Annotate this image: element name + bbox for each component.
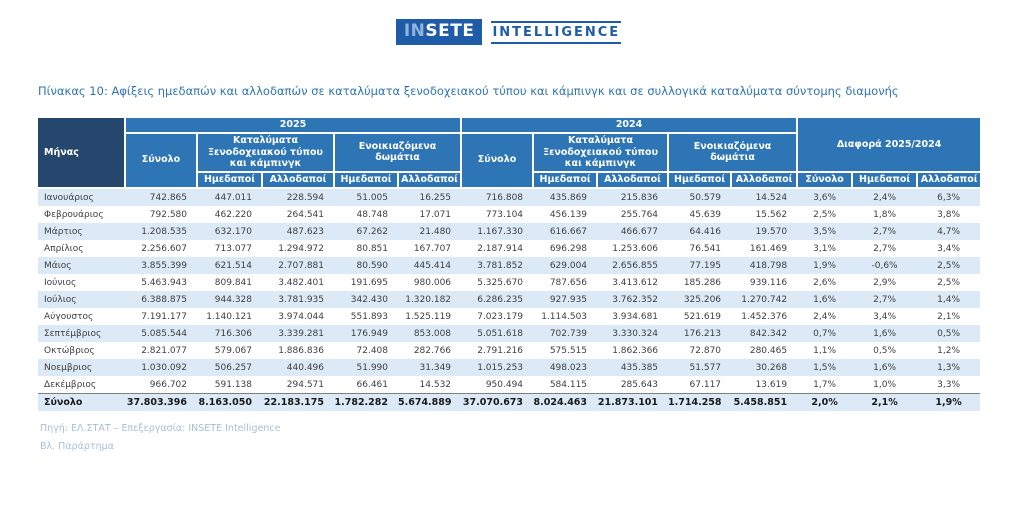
diff-percent-cell: 2,5%: [937, 277, 961, 288]
diff-percent-cell: 1,6%: [852, 325, 917, 342]
value-cell-2024: 629.004: [533, 257, 597, 274]
value-cell-2024: 72.870: [689, 345, 722, 356]
value-cell-2024: 939.116: [749, 277, 788, 288]
diff-percent-cell: 0,5%: [917, 325, 980, 342]
value-cell-2025: 853.008: [398, 325, 461, 342]
diff-percent-cell: 3,4%: [937, 243, 961, 254]
value-cell-2024: 1.862.366: [612, 345, 659, 356]
value-cell-2025: 1.140.121: [206, 311, 252, 322]
diff-percent-cell: -0,6%: [852, 257, 917, 274]
value-cell-2024: 14.524: [731, 188, 797, 206]
diff-percent-cell: 1,0%: [873, 379, 896, 390]
value-cell-2025: 6.388.875: [125, 291, 197, 308]
diff-percent-cell: 1,9%: [917, 394, 980, 412]
value-cell-2024: 1.452.376: [741, 311, 788, 322]
diff-percent-cell: 2,1%: [937, 311, 961, 322]
diff-percent-cell: 1,4%: [917, 291, 980, 308]
page-title: Πίνακας 10: Αφίξεις ημεδαπών και αλλοδαπών σε καταλύματα ξενοδοχειακού τύπου και κάμπινγκ και σε συλλογικά καταλύματα σύντομης διαμονής: [38, 84, 899, 98]
diff-percent-cell: 4,7%: [917, 223, 980, 240]
value-cell-2025: 1.320.182: [398, 291, 461, 308]
value-cell-2024: 1.270.742: [731, 291, 797, 308]
value-cell-2025: 14.532: [419, 379, 452, 390]
value-cell-2024: 67.117: [689, 379, 722, 390]
value-cell-2024: 8.024.463: [533, 394, 597, 412]
table-row: [38, 188, 980, 206]
value-cell-2024: 842.342: [731, 325, 797, 342]
month-cell: Σεπτέμβριος: [38, 325, 125, 342]
value-cell-2024: 19.570: [731, 223, 797, 240]
diff-percent-cell: 1,3%: [917, 359, 980, 376]
value-cell-2025: 742.865: [125, 188, 197, 206]
value-cell-2025: 48.748: [356, 209, 388, 220]
header-year-2024: 2024: [461, 118, 797, 133]
diff-percent-cell: 3,4%: [873, 311, 896, 322]
value-cell-2025: 3.339.281: [262, 325, 334, 342]
value-cell-2025: 980.006: [413, 277, 452, 288]
month-cell: Φεβρουάριος: [44, 209, 104, 220]
table-row: [38, 325, 980, 342]
header-domestic-hotel-2024: Ημεδαποί: [533, 172, 597, 188]
month-cell: Ιούνιος: [44, 277, 77, 288]
value-cell-2025: 621.514: [197, 257, 262, 274]
diff-percent-cell: 1,8%: [873, 209, 896, 220]
month-cell: Ιανουάριος: [38, 188, 125, 206]
value-cell-2025: 31.349: [398, 359, 461, 376]
value-cell-2025: 7.191.177: [141, 311, 187, 322]
total-row: [38, 394, 980, 412]
value-cell-2024: 2.791.216: [477, 345, 524, 356]
month-cell: Οκτώβριος: [44, 345, 95, 356]
source-line: Πηγή: ΕΛ.ΣΤΑΤ – Επεξεργασία: INSETE Intelligence: [40, 423, 281, 435]
value-cell-2024: 787.656: [549, 277, 588, 288]
diff-percent-cell: 3,3%: [937, 379, 961, 390]
value-cell-2025: 3.855.399: [125, 257, 197, 274]
diff-percent-cell: 3,1%: [813, 243, 836, 254]
appendix-note: Βλ. Παράρτημα: [40, 440, 114, 452]
diff-percent-cell: 2,0%: [797, 394, 852, 412]
value-cell-2024: 498.023: [533, 359, 597, 376]
table-row: [38, 342, 980, 359]
logo-in-text: IN: [403, 21, 426, 41]
diff-percent-cell: 1,2%: [937, 345, 961, 356]
value-cell-2025: 591.138: [214, 379, 252, 390]
logo-sete-text: SETE: [425, 21, 475, 41]
diff-percent-cell: 2,9%: [873, 277, 896, 288]
value-cell-2024: 616.667: [533, 223, 597, 240]
table-row: [38, 359, 980, 376]
value-cell-2025: 66.461: [356, 379, 388, 390]
value-cell-2025: 1.886.836: [278, 345, 324, 356]
header-row-years: [38, 118, 980, 133]
value-cell-2025: 1.525.119: [405, 311, 452, 322]
value-cell-2025: 37.803.396: [125, 394, 197, 412]
value-cell-2024: 3.934.681: [612, 311, 659, 322]
header-diff-total: Σύνολο: [797, 172, 852, 188]
value-cell-2025: 282.766: [413, 345, 452, 356]
value-cell-2024: 255.764: [620, 209, 659, 220]
header-foreign-rooms-2024: Αλλοδαποί: [731, 172, 797, 188]
value-cell-2024: 466.677: [597, 223, 668, 240]
insete-logo-box: [396, 19, 483, 45]
month-cell: Μάιος: [38, 257, 125, 274]
value-cell-2024: 77.195: [668, 257, 731, 274]
diff-percent-cell: 3,8%: [937, 209, 961, 220]
header-year-2025: 2025: [125, 118, 461, 133]
value-cell-2024: 37.070.673: [461, 394, 533, 412]
value-cell-2025: 5.463.943: [141, 277, 187, 288]
value-cell-2024: 702.739: [533, 325, 597, 342]
value-cell-2025: 440.496: [262, 359, 334, 376]
value-cell-2024: 418.798: [731, 257, 797, 274]
value-cell-2024: 51.577: [668, 359, 731, 376]
value-cell-2025: 5.085.544: [125, 325, 197, 342]
diff-percent-cell: 1,6%: [797, 291, 852, 308]
value-cell-2025: 72.408: [356, 345, 388, 356]
table-row: [38, 257, 980, 274]
value-cell-2024: 2.656.855: [597, 257, 668, 274]
header-diff: Διαφορά 2025/2024: [797, 118, 980, 173]
value-cell-2025: 716.306: [197, 325, 262, 342]
diff-percent-cell: 2,4%: [813, 311, 836, 322]
value-cell-2025: 16.255: [398, 188, 461, 206]
diff-percent-cell: 1,7%: [813, 379, 836, 390]
value-cell-2024: 5.458.851: [731, 394, 797, 412]
total-label: Σύνολο: [38, 394, 125, 412]
value-cell-2024: 435.869: [533, 188, 597, 206]
diff-percent-cell: 3,5%: [797, 223, 852, 240]
header-diff-foreign: Αλλοδαποί: [917, 172, 980, 188]
value-cell-2024: 15.562: [755, 209, 788, 220]
diff-percent-cell: 0,5%: [873, 345, 896, 356]
value-cell-2025: 445.414: [398, 257, 461, 274]
value-cell-2025: 51.005: [334, 188, 398, 206]
value-cell-2024: 50.579: [668, 188, 731, 206]
value-cell-2025: 462.220: [214, 209, 252, 220]
value-cell-2025: 228.594: [262, 188, 334, 206]
header-foreign-hotel-2025: Αλλοδαποί: [262, 172, 334, 188]
value-cell-2025: 809.841: [214, 277, 252, 288]
value-cell-2024: 1.015.253: [461, 359, 533, 376]
table-row: [38, 376, 980, 394]
value-cell-2024: 456.139: [549, 209, 588, 220]
value-cell-2024: 13.619: [755, 379, 788, 390]
value-cell-2025: 22.183.175: [262, 394, 334, 412]
value-cell-2025: 1.030.092: [125, 359, 197, 376]
value-cell-2024: 280.465: [749, 345, 788, 356]
table-row: [38, 223, 980, 240]
month-cell: Απρίλιος: [44, 243, 84, 254]
value-cell-2024: 76.541: [689, 243, 722, 254]
value-cell-2024: 773.104: [485, 209, 524, 220]
header-rooms-2024: Ενοικιαζόμενα δωμάτια: [668, 133, 797, 173]
header-foreign-hotel-2024: Αλλοδαποί: [597, 172, 668, 188]
table-row: [38, 308, 980, 325]
value-cell-2025: 5.674.889: [398, 394, 461, 412]
value-cell-2024: 1.714.258: [668, 394, 731, 412]
value-cell-2025: 294.571: [286, 379, 324, 390]
value-cell-2024: 285.643: [620, 379, 659, 390]
value-cell-2025: 713.077: [214, 243, 252, 254]
value-cell-2025: 167.707: [413, 243, 452, 254]
value-cell-2024: 6.286.235: [461, 291, 533, 308]
value-cell-2024: 5.325.670: [477, 277, 524, 288]
value-cell-2025: 67.262: [334, 223, 398, 240]
value-cell-2025: 176.949: [334, 325, 398, 342]
header-hotel-2025: Καταλύματα Ξενοδοχειακού τύπου και κάμπινγκ: [197, 133, 334, 173]
insete-logo: [0, 17, 1017, 47]
header-domestic-hotel-2025: Ημεδαποί: [197, 172, 262, 188]
value-cell-2025: 3.781.935: [262, 291, 334, 308]
value-cell-2024: 45.639: [689, 209, 722, 220]
value-cell-2025: 1.294.972: [278, 243, 324, 254]
header-total-2025: Σύνολο: [125, 133, 197, 189]
value-cell-2025: 3.974.044: [278, 311, 324, 322]
diff-percent-cell: 2,5%: [813, 209, 836, 220]
month-cell: Δεκέμβριος: [44, 379, 97, 390]
value-cell-2024: 3.330.324: [597, 325, 668, 342]
month-cell: Ιούλιος: [38, 291, 125, 308]
arrivals-table: [38, 118, 980, 411]
diff-percent-cell: 1,6%: [852, 359, 917, 376]
value-cell-2024: 927.935: [533, 291, 597, 308]
value-cell-2024: 3.762.352: [597, 291, 668, 308]
value-cell-2024: 3.413.612: [612, 277, 659, 288]
table-row: [38, 291, 980, 308]
header-hotel-2024: Καταλύματα Ξενοδοχειακού τύπου και κάμπινγκ: [533, 133, 668, 173]
value-cell-2025: 191.695: [350, 277, 388, 288]
value-cell-2024: 584.115: [549, 379, 588, 390]
diff-percent-cell: 2,5%: [917, 257, 980, 274]
diff-percent-cell: 1,9%: [797, 257, 852, 274]
value-cell-2024: 2.187.914: [477, 243, 524, 254]
value-cell-2025: 506.257: [197, 359, 262, 376]
value-cell-2025: 3.482.401: [278, 277, 324, 288]
diff-percent-cell: 1,5%: [797, 359, 852, 376]
value-cell-2024: 575.515: [549, 345, 588, 356]
value-cell-2025: 2.707.881: [262, 257, 334, 274]
diff-percent-cell: 1,1%: [813, 345, 836, 356]
header-rooms-2025: Ενοικιαζόμενα δωμάτια: [334, 133, 461, 173]
month-cell: Μάρτιος: [38, 223, 125, 240]
value-cell-2025: 944.328: [197, 291, 262, 308]
value-cell-2025: 264.541: [286, 209, 324, 220]
value-cell-2024: 1.114.503: [541, 311, 588, 322]
value-cell-2024: 215.836: [597, 188, 668, 206]
value-cell-2025: 17.071: [419, 209, 452, 220]
header-diff-domestic: Ημεδαποί: [852, 172, 917, 188]
value-cell-2024: 30.268: [731, 359, 797, 376]
table-row: [38, 240, 980, 257]
value-cell-2024: 161.469: [749, 243, 788, 254]
header-foreign-rooms-2025: Αλλοδαποί: [398, 172, 461, 188]
value-cell-2024: 1.167.330: [461, 223, 533, 240]
value-cell-2024: 64.416: [668, 223, 731, 240]
value-cell-2024: 716.808: [461, 188, 533, 206]
value-cell-2024: 1.253.606: [612, 243, 659, 254]
diff-percent-cell: 2,6%: [813, 277, 836, 288]
value-cell-2025: 966.702: [149, 379, 187, 390]
value-cell-2024: 521.619: [683, 311, 722, 322]
value-cell-2024: 21.873.101: [597, 394, 668, 412]
value-cell-2025: 632.170: [197, 223, 262, 240]
value-cell-2024: 185.286: [683, 277, 722, 288]
value-cell-2024: 7.023.179: [477, 311, 524, 322]
table-row: [38, 206, 980, 223]
value-cell-2024: 325.206: [668, 291, 731, 308]
value-cell-2024: 5.051.618: [461, 325, 533, 342]
value-cell-2025: 8.163.050: [197, 394, 262, 412]
value-cell-2025: 792.580: [149, 209, 187, 220]
diff-percent-cell: 2,1%: [852, 394, 917, 412]
value-cell-2025: 1.208.535: [125, 223, 197, 240]
diff-percent-cell: 2,4%: [852, 188, 917, 206]
diff-percent-cell: 6,3%: [917, 188, 980, 206]
value-cell-2025: 21.480: [398, 223, 461, 240]
value-cell-2024: 435.385: [597, 359, 668, 376]
value-cell-2025: 447.011: [197, 188, 262, 206]
diff-percent-cell: 2,7%: [852, 223, 917, 240]
value-cell-2025: 51.990: [334, 359, 398, 376]
diff-percent-cell: 2,7%: [873, 243, 896, 254]
value-cell-2025: 80.851: [356, 243, 388, 254]
header-domestic-rooms-2024: Ημεδαποί: [668, 172, 731, 188]
value-cell-2025: 487.623: [262, 223, 334, 240]
header-total-2024: Σύνολο: [461, 133, 533, 189]
value-cell-2025: 80.590: [334, 257, 398, 274]
value-cell-2024: 176.213: [668, 325, 731, 342]
logo-intelligence-text: INTELLIGENCE: [491, 21, 621, 44]
value-cell-2024: 696.298: [549, 243, 588, 254]
value-cell-2025: 2.256.607: [141, 243, 187, 254]
value-cell-2025: 1.782.282: [334, 394, 398, 412]
month-cell: Νοεμβριος: [38, 359, 125, 376]
diff-percent-cell: 0,7%: [797, 325, 852, 342]
value-cell-2025: 551.893: [350, 311, 388, 322]
table-row: [38, 274, 980, 291]
value-cell-2024: 950.494: [485, 379, 524, 390]
value-cell-2024: 3.781.852: [461, 257, 533, 274]
value-cell-2025: 579.067: [214, 345, 252, 356]
diff-percent-cell: 3,6%: [797, 188, 852, 206]
header-month: Μήνας: [38, 118, 125, 188]
value-cell-2025: 2.821.077: [141, 345, 187, 356]
diff-percent-cell: 2,7%: [852, 291, 917, 308]
header-domestic-rooms-2025: Ημεδαποί: [334, 172, 398, 188]
month-cell: Αύγουστος: [44, 311, 94, 322]
value-cell-2025: 342.430: [334, 291, 398, 308]
